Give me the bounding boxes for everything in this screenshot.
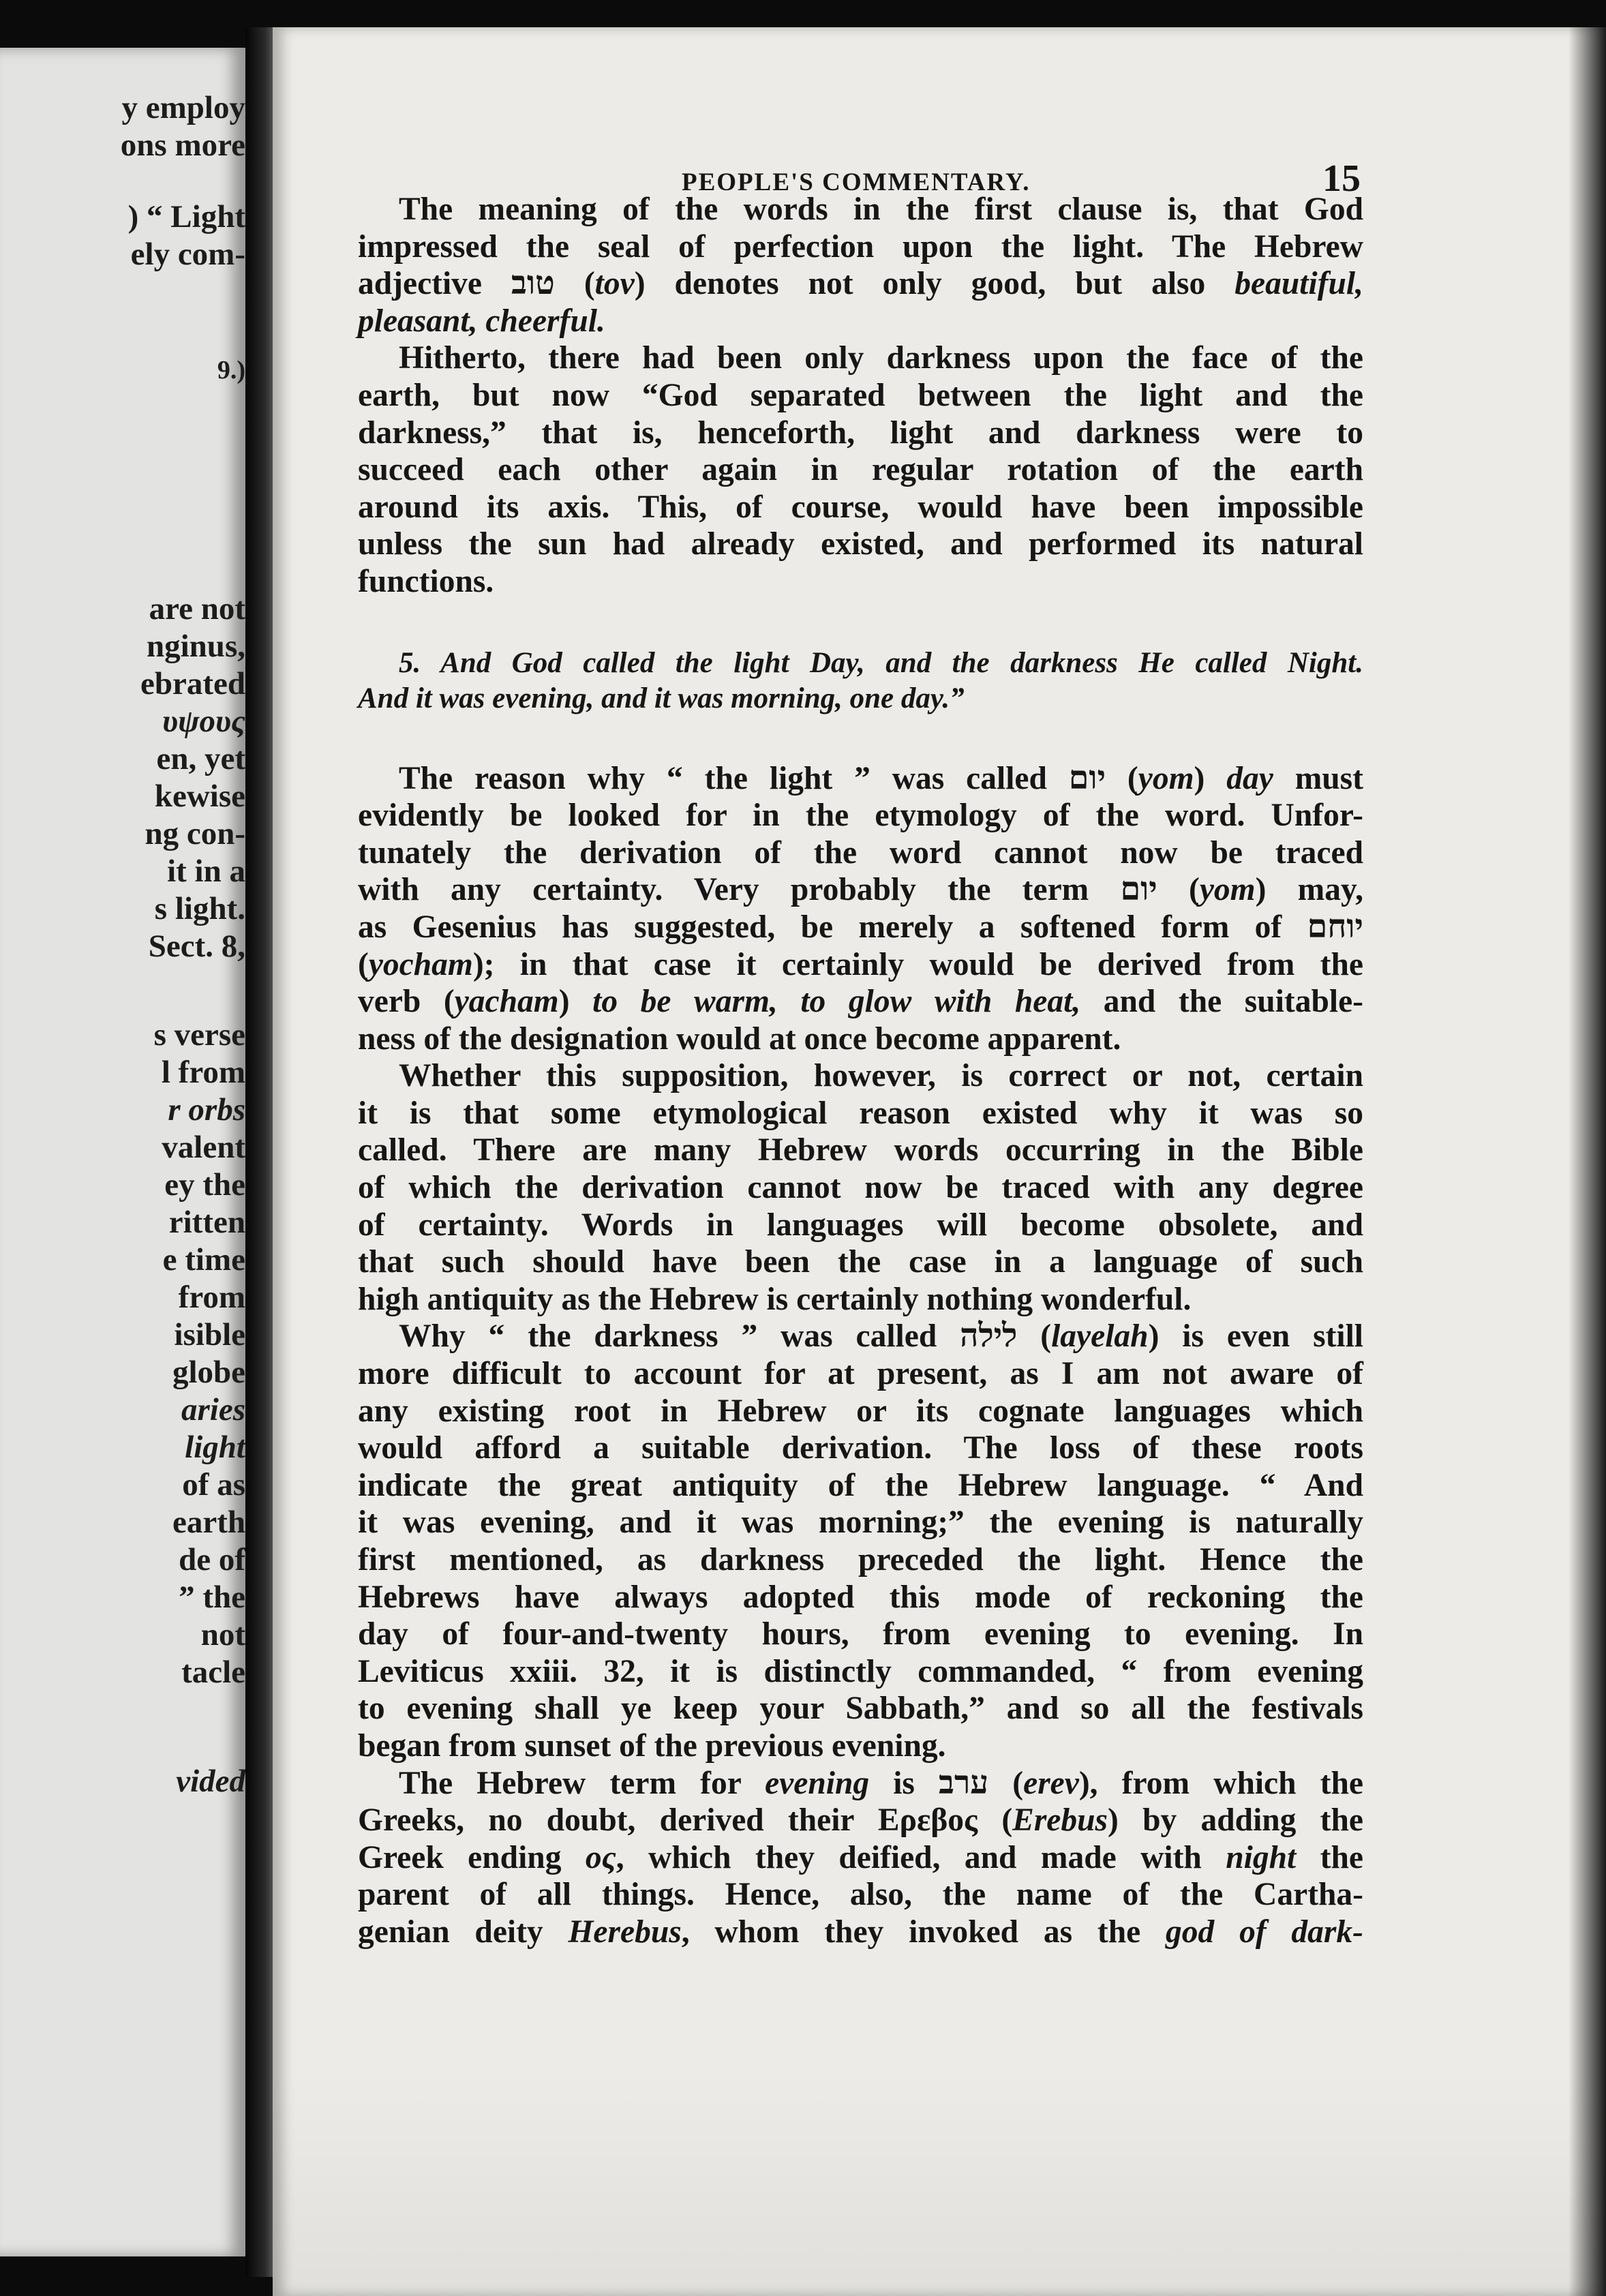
running-head: PEOPLE'S COMMENTARY.	[682, 168, 1031, 196]
spacer	[358, 716, 1363, 760]
scripture-verse-line: 5. And God called the light Day, and the darkness He called Night.	[399, 646, 1363, 679]
paragraph-5-line: began from sunset of the previous evening.	[358, 1727, 946, 1764]
paragraph-5-line: any existing root in Hebrew or its cognate languages which	[358, 1393, 1363, 1429]
paragraph-2-line: earth, but now “God separated between the light and the	[358, 377, 1363, 413]
left-page-fragment: l from	[161, 1055, 245, 1090]
left-page-fragment: earth	[172, 1505, 245, 1540]
paragraph-2-line: succeed each other again in regular rotation of the earth	[358, 452, 1363, 488]
paragraph-4-line: of certainty. Words in languages will become obsolete, and	[358, 1207, 1363, 1243]
spacer	[358, 601, 1363, 646]
text-segment: oς	[585, 1839, 616, 1875]
paragraph-3-line: evidently be looked for in the etymology of the word. Unfor-	[358, 798, 1363, 834]
text-segment: yacham	[454, 984, 559, 1020]
text-segment: ); in that case it certainly would be derived from the	[472, 946, 1363, 982]
left-page-fragment: globe	[172, 1355, 245, 1390]
paragraph-3-line	[358, 946, 1363, 984]
page-number: 15	[1322, 157, 1361, 200]
text-segment: pleasant, cheerful.	[358, 303, 605, 339]
paragraph-2-line: Hitherto, there had been only darkness upon the face of the	[399, 340, 1363, 376]
text-segment: yom	[1138, 760, 1194, 796]
paragraph-1-line	[358, 303, 1363, 340]
paragraph-4-line: high antiquity as the Hebrew is certainly nothing wonderful.	[358, 1281, 1192, 1317]
text-segment: ) by adding the	[1108, 1802, 1363, 1839]
left-page-fragment: it in a	[167, 854, 245, 889]
paragraph-4-line: called. There are many Hebrew words occurring in the Bible	[358, 1132, 1363, 1168]
text-segment: erev	[1023, 1765, 1079, 1801]
left-page-fragment: ng con-	[145, 816, 245, 851]
text-segment: with any certainty. Very probably the term יום (	[358, 872, 1200, 908]
paragraph-4-line: it is that some etymological reason existed why it was so	[358, 1095, 1363, 1131]
paragraph-2-line: darkness,” that is, henceforth, light and darkness were to	[358, 414, 1363, 451]
text-segment: ) may,	[1255, 872, 1363, 908]
paragraph-6-line	[358, 1839, 1363, 1877]
text-segment: the	[1296, 1839, 1363, 1875]
text-segment: , whom they invoked as the	[681, 1914, 1166, 1950]
text-segment: Why “ the darkness ” was called לילה (	[399, 1318, 1052, 1355]
left-page-fragment: isible	[174, 1317, 245, 1353]
paragraph-5-line: Leviticus xxiii. 32, it is distinctly commanded, “ from evening	[358, 1653, 1363, 1689]
left-page-fragment: ely com-	[130, 237, 245, 272]
paragraph-5-line: Hebrews have always adopted this mode of reckoning the	[358, 1579, 1363, 1615]
text-segment: )	[1194, 760, 1227, 796]
left-page-fragment: de of	[179, 1542, 245, 1577]
left-page-fragment: from	[178, 1280, 245, 1315]
paragraph-5-line	[358, 1318, 1363, 1355]
text-segment: ) is even still	[1148, 1318, 1363, 1355]
left-page-fragment: 9.)	[217, 356, 245, 384]
paragraph-3-line	[358, 871, 1363, 909]
paragraph-5-line: day of four-and-twenty hours, from evening to evening. In	[358, 1616, 1363, 1652]
page-bottom-margin	[273, 2072, 1606, 2296]
left-page-fragment: not	[200, 1617, 245, 1652]
left-page-fragment: ons more	[120, 127, 245, 163]
text-segment: adjective טוב (	[358, 266, 595, 302]
paragraph-5-line: indicate the great antiquity of the Hebrew language. “ And	[358, 1467, 1363, 1503]
left-page-fragment: ritten	[168, 1205, 245, 1240]
left-page-fragment: e time	[162, 1242, 245, 1278]
text-segment: tov	[594, 266, 635, 302]
text-segment: day	[1226, 760, 1273, 796]
paragraph-4-line: Whether this supposition, however, is correct or not, certain	[399, 1058, 1363, 1094]
left-page-fragment: tacle	[181, 1655, 245, 1690]
text-segment: is ערב (	[869, 1765, 1024, 1801]
text-segment: god of dark-	[1166, 1914, 1363, 1950]
text-segment: (	[358, 946, 369, 982]
text-segment: )	[558, 984, 593, 1020]
text-segment: Erebus	[1012, 1802, 1108, 1839]
text-segment: evening	[765, 1765, 870, 1801]
paragraph-2-line: functions.	[358, 563, 494, 599]
paragraph-5-line: to evening shall ye keep your Sabbath,” and so all the festivals	[358, 1691, 1363, 1727]
paragraph-1-line: The meaning of the words in the first clause is, that God	[399, 192, 1363, 227]
paragraph-2-line: unless the sun had already existed, and performed its natural	[358, 526, 1363, 562]
paragraph-3-line	[358, 983, 1363, 1021]
left-page-fragment: ebrated	[140, 666, 245, 701]
left-page-fragment: light	[185, 1430, 245, 1465]
previous-page-edge	[0, 48, 245, 2256]
paragraph-5-line: first mentioned, as darkness preceded the light. Hence the	[358, 1542, 1363, 1577]
left-page-fragment: ey the	[164, 1167, 245, 1203]
left-page-fragment: Sect. 8,	[148, 928, 245, 964]
text-segment: night	[1226, 1839, 1297, 1875]
paragraph-6-line	[358, 1765, 1363, 1802]
paragraph-6-line	[358, 1914, 1363, 1951]
left-page-fragment: y employ	[121, 90, 245, 125]
text-segment: must	[1273, 760, 1363, 796]
page	[273, 27, 1606, 2296]
paragraph-1-line	[358, 265, 1363, 303]
left-page-fragment: of as	[182, 1467, 245, 1502]
left-page-fragment: s verse	[153, 1017, 245, 1053]
text-segment: and the suitable-	[1080, 984, 1363, 1020]
left-page-fragment: aries	[181, 1392, 245, 1428]
text-segment: genian deity	[358, 1914, 569, 1950]
paragraph-3-line: ness of the designation would at once become apparent.	[358, 1021, 1121, 1057]
text-segment: The Hebrew term for	[399, 1765, 766, 1801]
text-segment: verb (	[358, 984, 455, 1020]
paragraph-1-line: impressed the seal of perfection upon the light. The Hebrew	[358, 228, 1363, 265]
text-segment: beautiful,	[1234, 266, 1363, 302]
left-page-fragment: s light.	[154, 891, 245, 926]
left-page-fragment: ” the	[179, 1580, 245, 1615]
paragraph-3-line: tunately the derivation of the word cannot now be traced	[358, 834, 1363, 871]
left-page-fragment: kewise	[154, 779, 245, 814]
paragraph-5-line: more difficult to account for at present, as I am not aware of	[358, 1356, 1363, 1392]
left-page-fragment: υψους	[162, 704, 245, 739]
paragraph-3-line	[358, 760, 1363, 798]
text-segment: Herebus	[568, 1914, 682, 1950]
scripture-verse-line: And it was evening, and it was morning, one day.”	[358, 682, 965, 714]
left-page-fragment: nginus,	[146, 629, 245, 664]
text-segment: yocham	[368, 946, 473, 982]
left-page-fragment: ) “ Light	[127, 199, 245, 235]
text-segment: yom	[1199, 872, 1256, 908]
paragraph-6-line	[358, 1802, 1363, 1839]
left-page-fragment: vided	[176, 1764, 245, 1799]
text-segment: Greek ending	[358, 1839, 586, 1875]
text-segment: layelah	[1051, 1318, 1149, 1355]
text-segment: The reason why “ the light ” was called יום (	[399, 760, 1138, 796]
paragraph-2-line: around its axis. This, of course, would have been impossible	[358, 489, 1363, 525]
paragraph-4-line: that such should have been the case in a language of such	[358, 1244, 1363, 1280]
paragraph-4-line: of which the derivation cannot now be traced with any degree	[358, 1170, 1363, 1206]
text-segment: , which they deified, and made with	[616, 1839, 1226, 1875]
text-segment: ), from which the	[1078, 1765, 1363, 1801]
paragraph-6-line: parent of all things. Hence, also, the name of the Cartha-	[358, 1877, 1363, 1913]
paragraph-3-line: as Gesenius has suggested, be merely a softened form of יוחם	[358, 909, 1363, 945]
left-page-fragment: r orbs	[168, 1092, 245, 1128]
text-segment: Greeks, no doubt, derived their Ερεβος (	[358, 1802, 1013, 1839]
text-segment: ) denotes not only good, but also	[634, 266, 1235, 302]
paragraph-5-line: would afford a suitable derivation. The loss of these roots	[358, 1430, 1363, 1466]
text-segment: to be warm, to glow with heat,	[592, 984, 1081, 1020]
left-page-fragment: en, yet	[156, 741, 245, 776]
body-text	[358, 191, 1363, 1951]
left-page-fragment: valent	[162, 1130, 245, 1165]
paragraph-5-line: it was evening, and it was morning;” the evening is naturally	[358, 1505, 1363, 1541]
left-page-fragment: are not	[149, 591, 245, 626]
